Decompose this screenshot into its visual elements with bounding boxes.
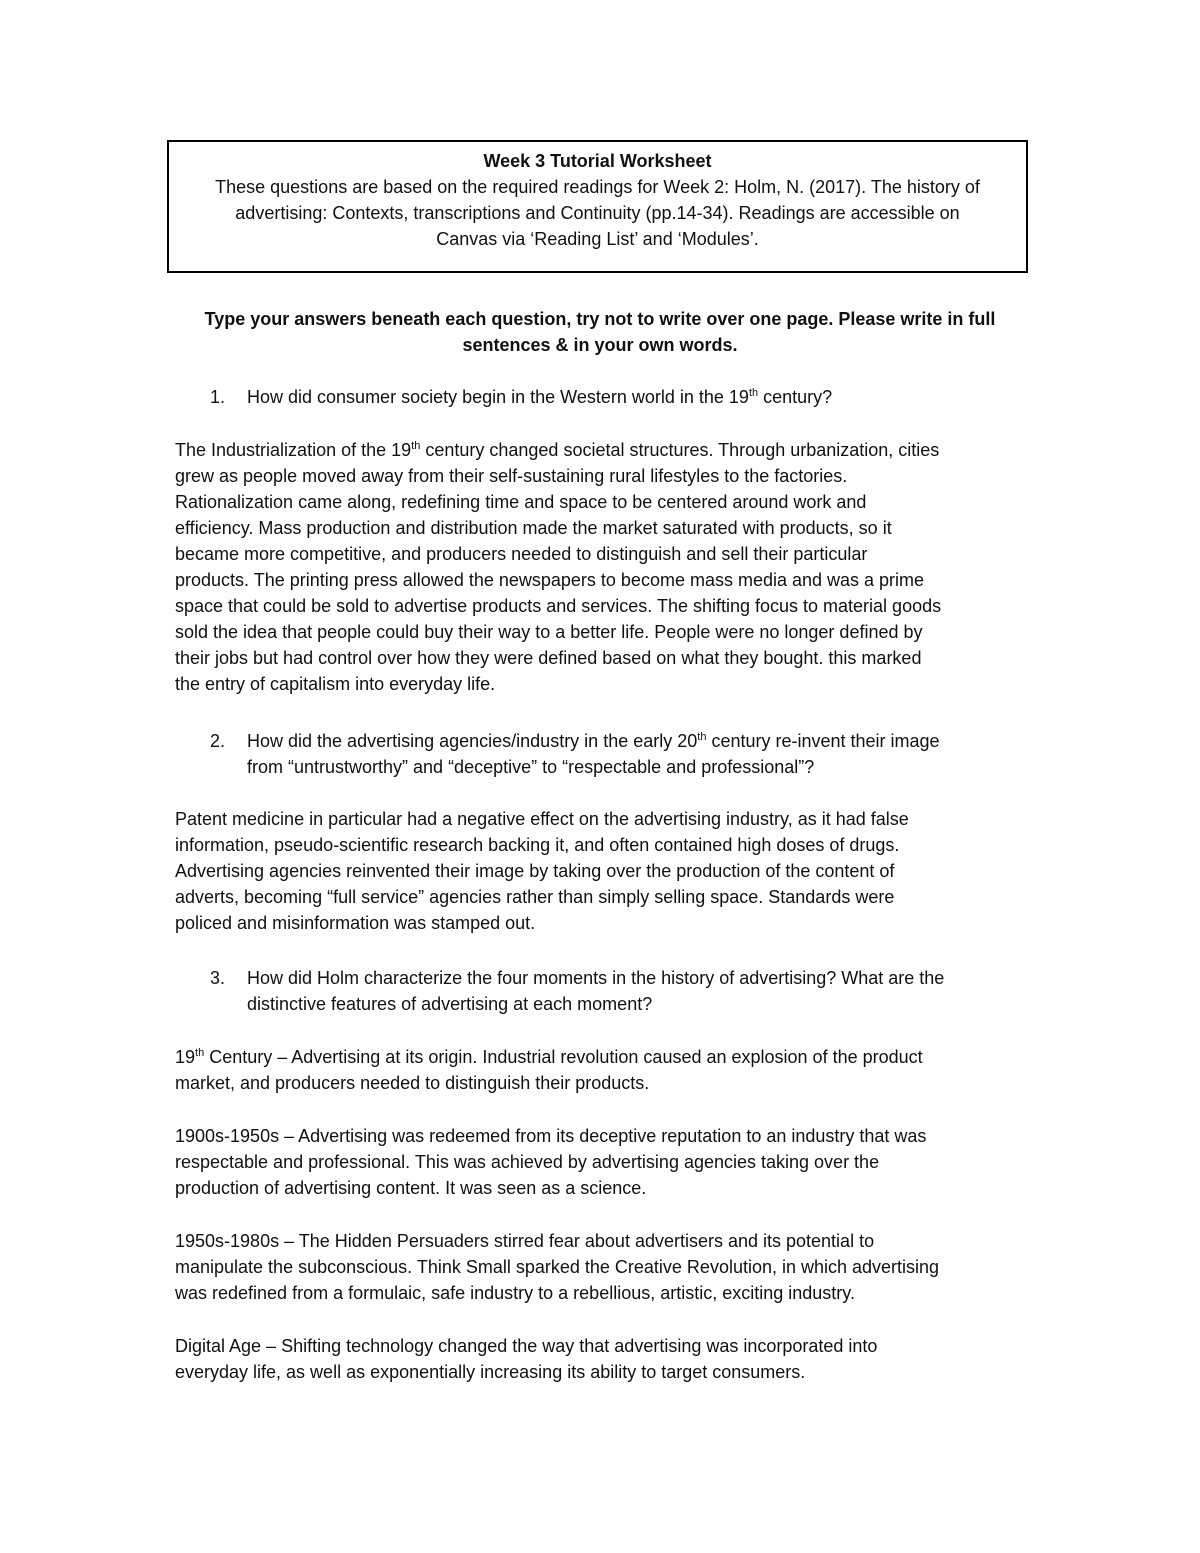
- question-1-number: 1.: [210, 387, 226, 407]
- instructions: [167, 306, 1033, 358]
- answer-1-line: sold the idea that people could buy their way to a better life. People were no longer defined by: [175, 622, 923, 642]
- header-line-2: advertising: Contexts, transcriptions and Continuity (pp.14-34). Readings are accessible on: [235, 203, 960, 223]
- question-3-number: 3.: [210, 968, 226, 988]
- question-2-text: How did the advertising agencies/industry in the early 20th century re-invent their image from “untrustworthy” and “deceptive” to “respectable and professional”?: [247, 731, 940, 777]
- question-2: [210, 728, 1040, 780]
- answer-3-paragraph-2: [175, 1123, 1035, 1201]
- instructions-line-1: Type your answers beneath each question, try not to write over one page. Please write in full: [204, 309, 996, 329]
- answer-1-line: grew as people moved away from their self-sustaining rural lifestyles to the factories.: [175, 466, 848, 486]
- answer-1-line: the entry of capitalism into everyday life.: [175, 674, 496, 694]
- answer-3-line: manipulate the subconscious. Think Small sparked the Creative Revolution, in which advertising: [175, 1257, 940, 1277]
- answer-1: [175, 437, 1035, 697]
- answer-1-line: space that could be sold to advertise products and services. The shifting focus to material goods: [175, 596, 942, 616]
- header-line-3: Canvas via ‘Reading List’ and ‘Modules’.: [436, 229, 759, 249]
- header-line-1: These questions are based on the required readings for Week 2: Holm, N. (2017). The history of: [215, 177, 980, 197]
- answer-3-paragraph-3: [175, 1228, 1035, 1306]
- answer-1-line: The Industrialization of the 19th century changed societal structures. Through urbanization, cities: [175, 440, 940, 460]
- answer-3-line: everyday life, as well as exponentially increasing its ability to target consumers.: [175, 1362, 806, 1382]
- answer-2-line: information, pseudo-scientific research backing it, and often contained high doses of drugs.: [175, 835, 900, 855]
- answer-2-line: Patent medicine in particular had a negative effect on the advertising industry, as it had false: [175, 809, 909, 829]
- question-3: [210, 965, 1040, 1017]
- answer-1-line: products. The printing press allowed the newspapers to become mass media and was a prime: [175, 570, 925, 590]
- answer-1-line: Rationalization came along, redefining time and space to be centered around work and: [175, 492, 867, 512]
- question-1-text: How did consumer society begin in the Western world in the 19th century?: [247, 387, 833, 407]
- question-1: [210, 384, 1040, 410]
- answer-3-paragraph-4: [175, 1333, 1035, 1385]
- worksheet-title: Week 3 Tutorial Worksheet: [483, 151, 712, 171]
- answer-3-line: 1950s-1980s – The Hidden Persuaders stirred fear about advertisers and its potential to: [175, 1231, 875, 1251]
- answer-1-line: became more competitive, and producers needed to distinguish and sell their particular: [175, 544, 868, 564]
- question-2-number: 2.: [210, 731, 226, 751]
- answer-2-line: policed and misinformation was stamped out.: [175, 913, 536, 933]
- answer-3-line: market, and producers needed to distinguish their products.: [175, 1073, 650, 1093]
- answer-3-line: Digital Age – Shifting technology changed the way that advertising was incorporated into: [175, 1336, 878, 1356]
- answer-3-line: 1900s-1950s – Advertising was redeemed from its deceptive reputation to an industry that was: [175, 1126, 927, 1146]
- question-3-text: How did Holm characterize the four moments in the history of advertising? What are the distinctive features of advertising at each moment?: [247, 968, 945, 1014]
- answer-2: [175, 806, 1035, 936]
- instructions-line-2: sentences & in your own words.: [462, 335, 738, 355]
- answer-3-line: respectable and professional. This was achieved by advertising agencies taking over the: [175, 1152, 880, 1172]
- answer-2-line: Advertising agencies reinvented their image by taking over the production of the content of: [175, 861, 895, 881]
- answer-2-line: adverts, becoming “full service” agencies rather than simply selling space. Standards were: [175, 887, 895, 907]
- answer-1-line: their jobs but had control over how they were defined based on what they bought. this marked: [175, 648, 922, 668]
- answer-3-line: was redefined from a formulaic, safe industry to a rebellious, artistic, exciting industry.: [175, 1283, 855, 1303]
- answer-3-line: 19th Century – Advertising at its origin. Industrial revolution caused an explosion of the product: [175, 1047, 923, 1067]
- answer-3-paragraph-1: [175, 1044, 1035, 1096]
- answer-3-line: production of advertising content. It was seen as a science.: [175, 1178, 647, 1198]
- worksheet-header-box: [167, 140, 1028, 273]
- answer-1-line: efficiency. Mass production and distribution made the market saturated with products, so it: [175, 518, 892, 538]
